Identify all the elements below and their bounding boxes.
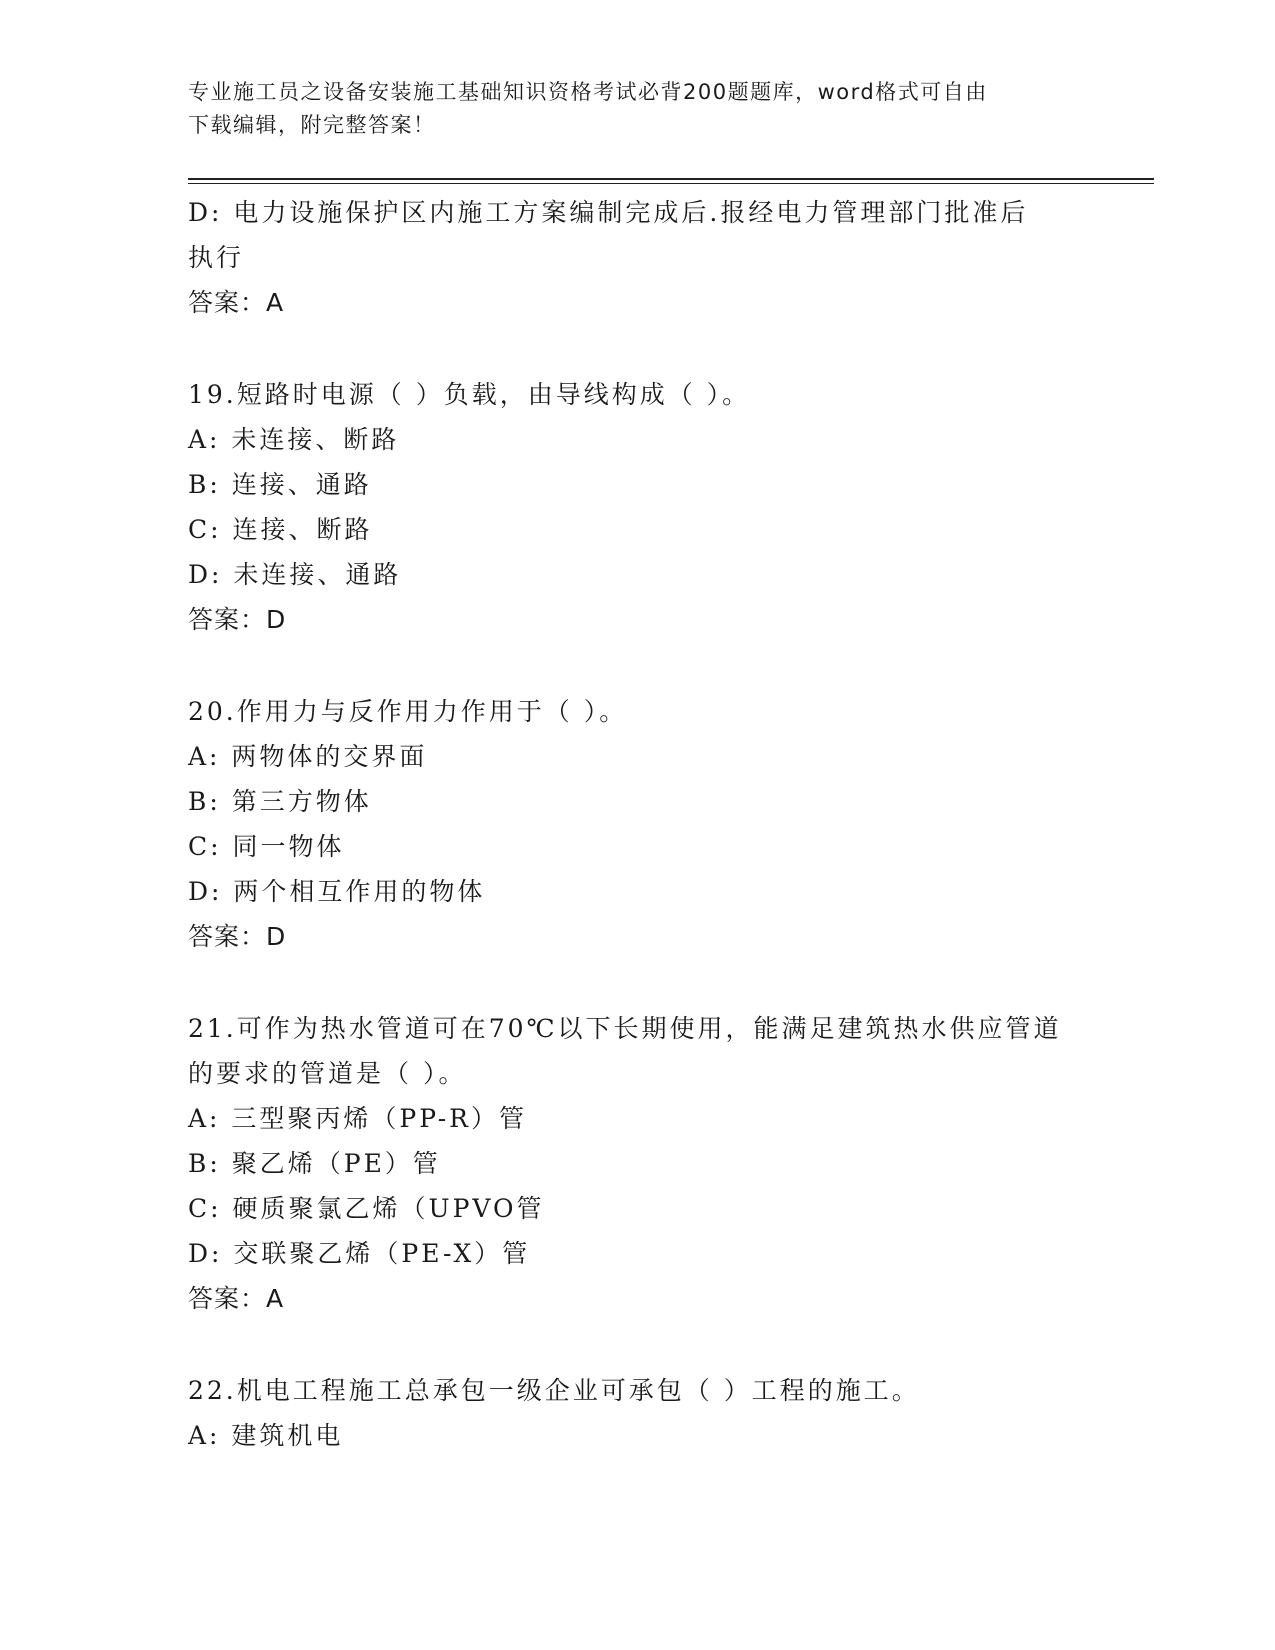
spacer (188, 959, 1088, 1006)
spacer (188, 325, 1088, 372)
option-d: D: 电力设施保护区内施工方案编制完成后.报经电力管理部门批准后 (188, 198, 1029, 227)
question-list (188, 190, 1088, 1458)
option-c: C: 同一物体 (188, 832, 345, 861)
question-stem-continued: 的要求的管道是（ ）。 (188, 1059, 467, 1088)
question-22 (188, 1368, 1088, 1458)
option-a: A: 建筑机电 (188, 1421, 344, 1450)
answer-line: 答案：D (188, 605, 287, 634)
answer-line: 答案：A (188, 288, 285, 317)
header-divider-top (188, 178, 1154, 180)
document-header (188, 76, 1088, 142)
header-title-line-2: 下载编辑，附完整答案！ (188, 113, 436, 137)
question-stem: 20.作用力与反作用力作用于（ ）。 (188, 697, 628, 726)
option-d: D: 未连接、通路 (188, 560, 402, 589)
question-18-continuation (188, 190, 1088, 325)
question-20 (188, 689, 1088, 959)
option-c: C: 连接、断路 (188, 515, 373, 544)
question-21 (188, 1006, 1088, 1321)
option-a: A: 未连接、断路 (188, 425, 400, 454)
spacer (188, 642, 1088, 689)
option-a: A: 三型聚丙烯（PP-R）管 (188, 1104, 527, 1133)
answer-line: 答案：D (188, 922, 287, 951)
option-a: A: 两物体的交界面 (188, 742, 428, 771)
option-d: D: 两个相互作用的物体 (188, 877, 486, 906)
option-b: B: 第三方物体 (188, 787, 372, 816)
question-stem: 19.短路时电源（ ）负载，由导线构成（ ）。 (188, 380, 751, 409)
option-b: B: 聚乙烯（PE）管 (188, 1149, 441, 1178)
header-divider-bottom (188, 183, 1154, 184)
answer-line: 答案：A (188, 1284, 285, 1313)
question-19 (188, 372, 1088, 642)
header-title-line-1: 专业施工员之设备安装施工基础知识资格考试必背200题题库，word格式可自由 (188, 80, 988, 104)
option-c: C: 硬质聚氯乙烯（UPVO管 (188, 1194, 545, 1223)
option-d: D: 交联聚乙烯（PE-X）管 (188, 1239, 531, 1268)
spacer (188, 1321, 1088, 1368)
option-b: B: 连接、通路 (188, 470, 372, 499)
option-d-continued: 执行 (188, 243, 245, 272)
question-stem: 22.机电工程施工总承包一级企业可承包（ ）工程的施工。 (188, 1376, 920, 1405)
question-stem: 21.可作为热水管道可在70℃以下长期使用，能满足建筑热水供应管道 (188, 1014, 1062, 1043)
